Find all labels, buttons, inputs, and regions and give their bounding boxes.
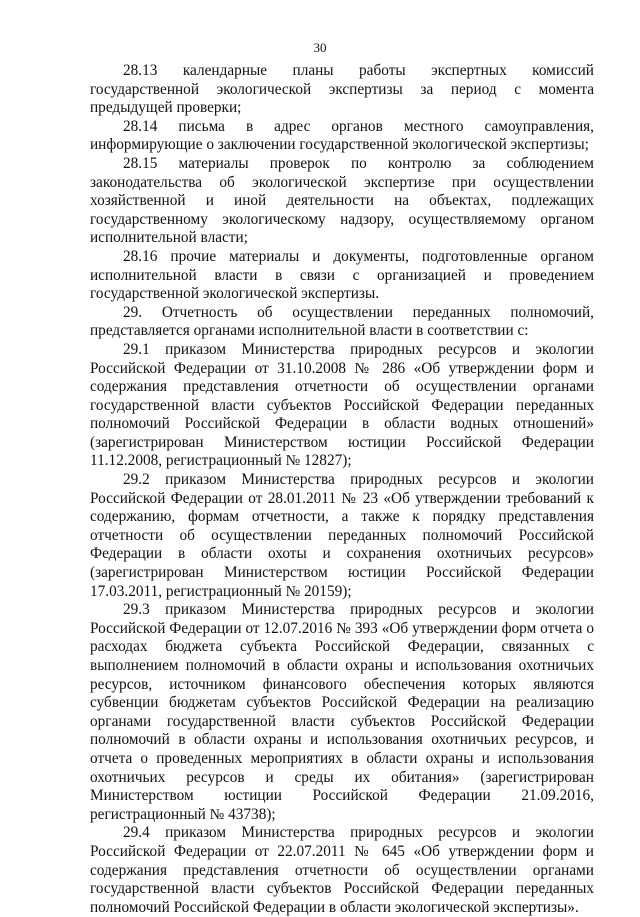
page-number: 30: [313, 40, 327, 55]
paragraph-29: 29. Отчетность об осуществлении переданных полномочий, представляется органами исполнительной власти в соответствии с:: [90, 303, 594, 340]
paragraph-29-4: 29.4 приказом Министерства природных ресурсов и экологии Российской Федерации от 22.07.2011 № 645 «Об утверждении форм и содержания представления отчетности об осуществлении органами государственной власти субъектов Российской Федерации переданных полномочий Российской Федерации в области экологической экспертизы».: [90, 824, 594, 916]
paragraph-29-3: 29.3 приказом Министерства природных ресурсов и экологии Российской Федерации от 12.07.2016 № 393 «Об утверждении форм отчета о расходах бюджета субъекта Российской Федерации, связанных с выполнением полномочий в области охраны и использования охотничьих ресурсов, источником финансового обеспечения которых являются субвенции бюджетам субъектов Российской Федерации на реализацию органами государственной власти субъектов Российской Федерации полномочий в области охраны и использования охотничьих ресурсов, и отчета о проведенных мероприятиях в области охраны и использования охотничьих ресурсов и среды их обитания» (зарегистрирован Министерством юстиции Российской Федерации 21.09.2016, регистрационный № 43738);: [90, 601, 594, 823]
document-body: [90, 62, 594, 917]
paragraph-28-15: 28.15 материалы проверок по контролю за соблюдением законодательства об экологической экспертизе при осуществлении хозяйственной и иной деятельности на объектах, подлежащих государственному экологическому надзору, осуществляемому органом исполнительной власти;: [90, 154, 594, 247]
paragraph-28-14: 28.14 письма в адрес органов местного самоуправления, информирующие о заключении государственной экологической экспертизы;: [90, 117, 594, 154]
paragraph-28-13: 28.13 календарные планы работы экспертных комиссий государственной экологической экспертизы за период с момента предыдущей проверки;: [90, 62, 594, 117]
paragraph-29-1: 29.1 приказом Министерства природных ресурсов и экологии Российской Федерации от 31.10.2008 № 286 «Об утверждении форм и содержания представления отчетности об осуществлении органами государственной власти субъектов Российской Федерации переданных полномочий Российской Федерации в области водных отношений» (зарегистрирован Министерством юстиции Российской Федерации 11.12.2008, регистрационный № 12827);: [90, 340, 594, 470]
paragraph-29-2: 29.2 приказом Министерства природных ресурсов и экологии Российской Федерации от 28.01.2011 № 23 «Об утверждении требований к содержанию, формам отчетности, а также к порядку представления отчетности об осуществлении переданных полномочий Российской Федерации в области охоты и сохранения охотничьих ресурсов» (зарегистрирован Министерством юстиции Российской Федерации 17.03.2011, регистрационный № 20159);: [90, 471, 594, 600]
paragraph-28-16: 28.16 прочие материалы и документы, подготовленные органом исполнительной власти в связи с организацией и проведением государственной экологической экспертизы.: [90, 247, 594, 303]
